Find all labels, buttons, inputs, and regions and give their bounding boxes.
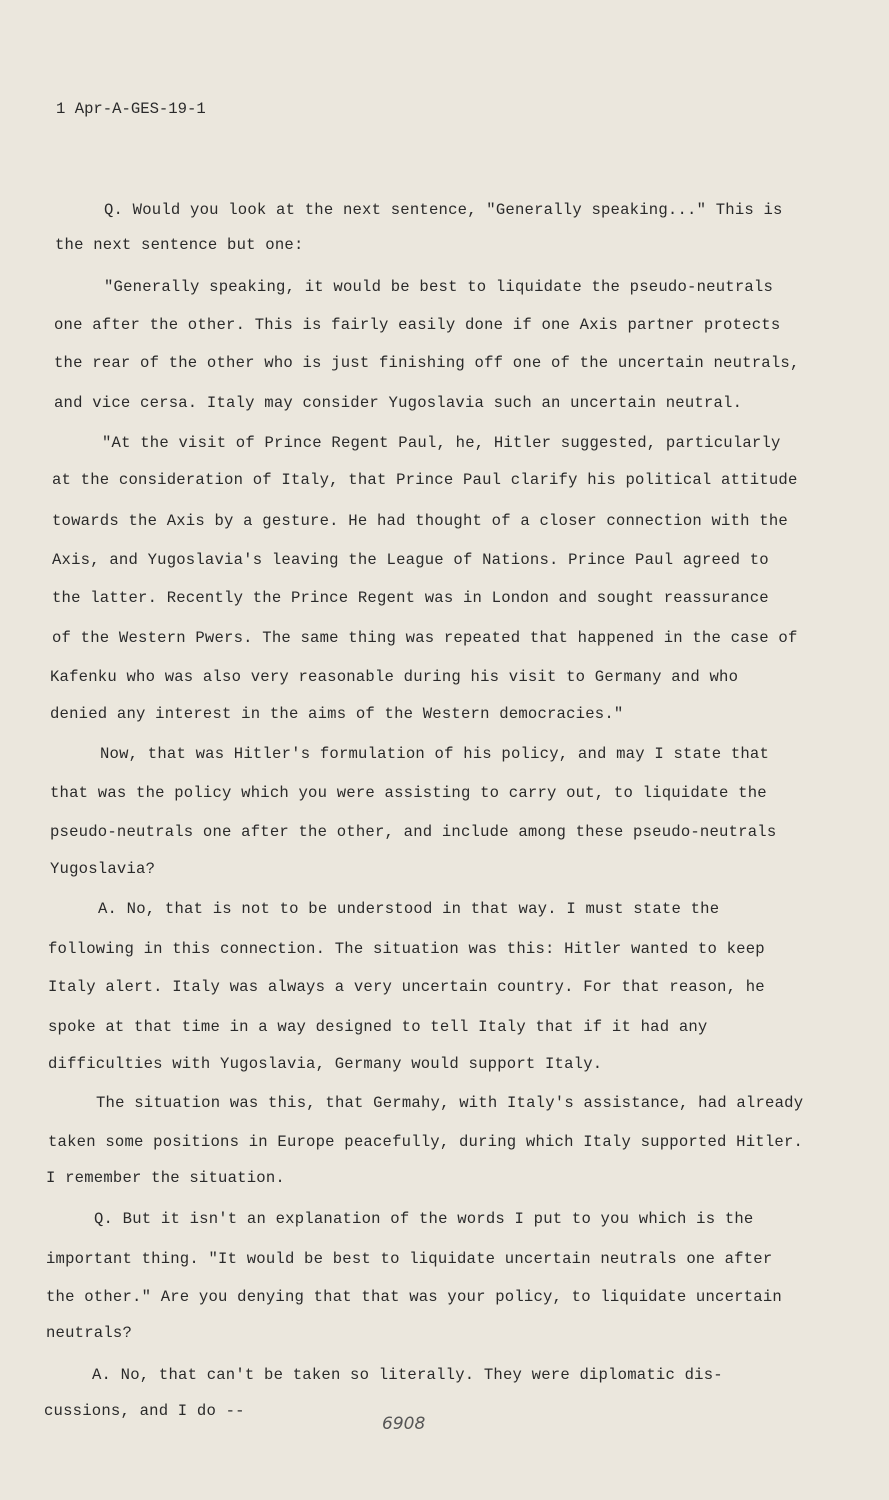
- document-reference: 1 Apr-A-GES-19-1: [56, 100, 206, 118]
- text-line: difficulties with Yugoslavia, Germany would support Italy.: [48, 1055, 603, 1073]
- text-line: pseudo-neutrals one after the other, and include among these pseudo-neutrals: [50, 823, 777, 841]
- text-line: following in this connection. The situation was this: Hitler wanted to keep: [48, 940, 765, 958]
- text-line: at the consideration of Italy, that Prince Paul clarify his political attitude: [52, 471, 798, 489]
- text-line: "Generally speaking, it would be best to liquidate the pseudo-neutrals: [104, 278, 774, 296]
- text-line: denied any interest in the aims of the Western democracies.": [50, 705, 624, 723]
- text-line: Now, that was Hitler's formulation of his policy, and may I state that: [100, 745, 770, 763]
- text-line: cussions, and I do --: [44, 1402, 245, 1420]
- text-line: Q. But it isn't an explanation of the words I put to you which is the: [94, 1210, 754, 1228]
- page-number: 6908: [382, 1414, 426, 1434]
- text-line: the other." Are you denying that that was your policy, to liquidate uncertain: [46, 1288, 782, 1306]
- text-line: towards the Axis by a gesture. He had thought of a closer connection with the: [52, 512, 788, 530]
- text-line: Q. Would you look at the next sentence, "Generally speaking..." This is: [104, 201, 783, 219]
- text-line: I remember the situation.: [46, 1169, 285, 1187]
- text-line: The situation was this, that Germahy, with Italy's assistance, had already: [96, 1094, 804, 1112]
- text-line: important thing. "It would be best to liquidate uncertain neutrals one after: [46, 1250, 773, 1268]
- text-line: taken some positions in Europe peacefully, during which Italy supported Hitler.: [48, 1133, 804, 1151]
- text-line: Kafenku who was also very reasonable during his visit to Germany and who: [50, 668, 739, 686]
- text-line: Axis, and Yugoslavia's leaving the League of Nations. Prince Paul agreed to: [52, 551, 769, 569]
- text-line: the latter. Recently the Prince Regent was in London and sought reassurance: [52, 589, 769, 607]
- text-line: A. No, that can't be taken so literally. They were diplomatic dis-: [92, 1366, 723, 1384]
- text-line: neutrals?: [46, 1324, 133, 1342]
- text-line: spoke at that time in a way designed to tell Italy that if it had any: [48, 1018, 708, 1036]
- text-line: of the Western Pwers. The same thing was repeated that happened in the case of: [52, 629, 798, 647]
- text-line: "At the visit of Prince Regent Paul, he, Hitler suggested, particularly: [102, 434, 781, 452]
- text-line: Italy alert. Italy was always a very uncertain country. For that reason, he: [48, 978, 765, 996]
- text-line: Yugoslavia?: [50, 860, 156, 878]
- text-line: that was the policy which you were assisting to carry out, to liquidate the: [50, 784, 767, 802]
- text-line: one after the other. This is fairly easily done if one Axis partner protects: [54, 316, 781, 334]
- text-line: the next sentence but one:: [55, 236, 304, 254]
- text-line: and vice cersa. Italy may consider Yugoslavia such an uncertain neutral.: [54, 394, 743, 412]
- text-line: A. No, that is not to be understood in that way. I must state the: [98, 900, 720, 918]
- text-line: the rear of the other who is just finishing off one of the uncertain neutrals,: [54, 354, 800, 372]
